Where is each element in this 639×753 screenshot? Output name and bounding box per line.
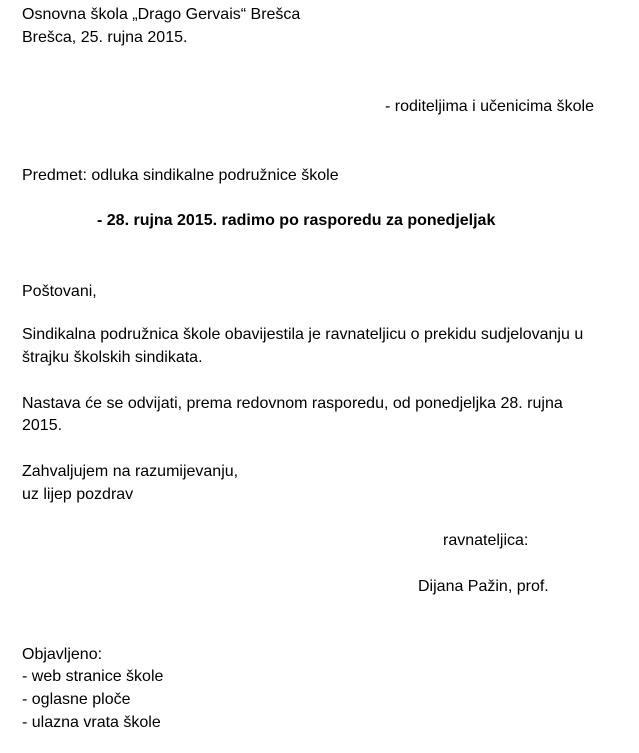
place-date: Brešca, 25. rujna 2015. — [22, 29, 188, 46]
closing-line2: uz lijep pozdrav — [22, 486, 134, 503]
paragraph2-line2: 2015. — [22, 417, 63, 434]
paragraph2-line1: Nastava će se odvijati, prema redovnom rasporedu, od ponedjeljka 28. rujna — [22, 395, 563, 412]
signature-role: ravnateljica: — [443, 532, 529, 549]
signature-name: Dijana Pažin, prof. — [418, 578, 549, 595]
published-title: Objavljeno: — [22, 646, 103, 663]
published-item: - web stranice škole — [22, 668, 164, 685]
closing-line1: Zahvaljujem na razumijevanju, — [22, 463, 239, 480]
published-item: - oglasne ploče — [22, 691, 131, 708]
paragraph1-line2: štrajku školskih sindikata. — [22, 349, 203, 366]
recipient: - roditeljima i učenicima škole — [385, 98, 594, 115]
greeting: Poštovani, — [22, 283, 97, 300]
subject-line: Predmet: odluka sindikalne podružnice škole — [22, 167, 339, 184]
school-name: Osnovna škola „Drago Gervais“ Brešca — [22, 6, 301, 23]
paragraph1-line1: Sindikalna podružnica škole obavijestila je ravnateljicu o prekidu sudjelovanju u — [22, 326, 584, 343]
published-item: - ulazna vrata škole — [22, 714, 161, 731]
highlight-notice: - 28. rujna 2015. radimo po rasporedu za ponedjeljak — [97, 212, 496, 229]
